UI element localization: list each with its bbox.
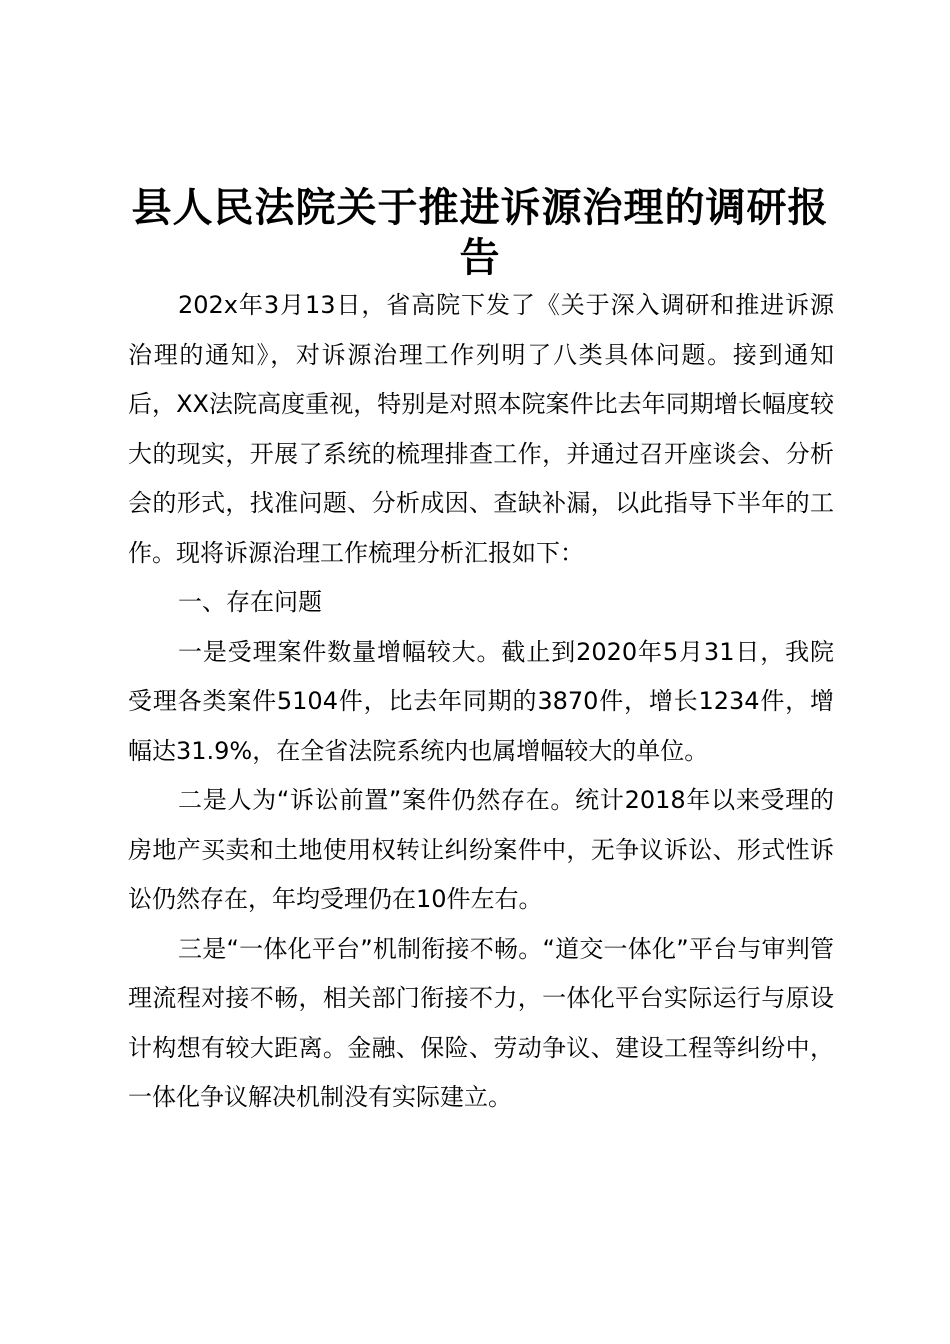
section-heading-problems: 一、存在问题 [178,588,322,616]
problem-paragraph-3: 三是“一体化平台”机制衔接不畅。“道交一体化”平台与审判管理流程对接不畅，相关部门衔接不力，一体化平台实际运行与原设计构想有较大距离。金融、保险、劳动争议、建设工程等纠纷中，一体化争议解决机制没有实际建立。 [128,934,834,1111]
document-title: 县人民法院关于推进诉源治理的调研报告 [131,184,829,281]
problem-paragraph-2: 二是人为“诉讼前置”案件仍然存在。统计2018年以来受理的房地产买卖和土地使用权转让纠纷案件中，无争议诉讼、形式性诉讼仍然存在，年均受理仍在10件左右。 [128,786,834,913]
intro-paragraph: 202x年3月13日，省高院下发了《关于深入调研和推进诉源治理的通知》，对诉源治理工作列明了八类具体问题。接到通知后，XX法院高度重视，特别是对照本院案件比去年同期增长幅度较大的现实，开展了系统的梳理排查工作，并通过召开座谈会、分析会的形式，找准问题、分析成因、查缺补漏，以此指导下半年的工作。现将诉源治理工作梳理分析汇报如下： [128,291,834,567]
problem-paragraph-1: 一是受理案件数量增幅较大。截止到2020年5月31日，我院受理各类案件5104件，比去年同期的3870件，增长1234件，增幅达31.9%，在全省法院系统内也属增幅较大的单位。 [128,637,834,765]
document-body [128,281,834,1123]
